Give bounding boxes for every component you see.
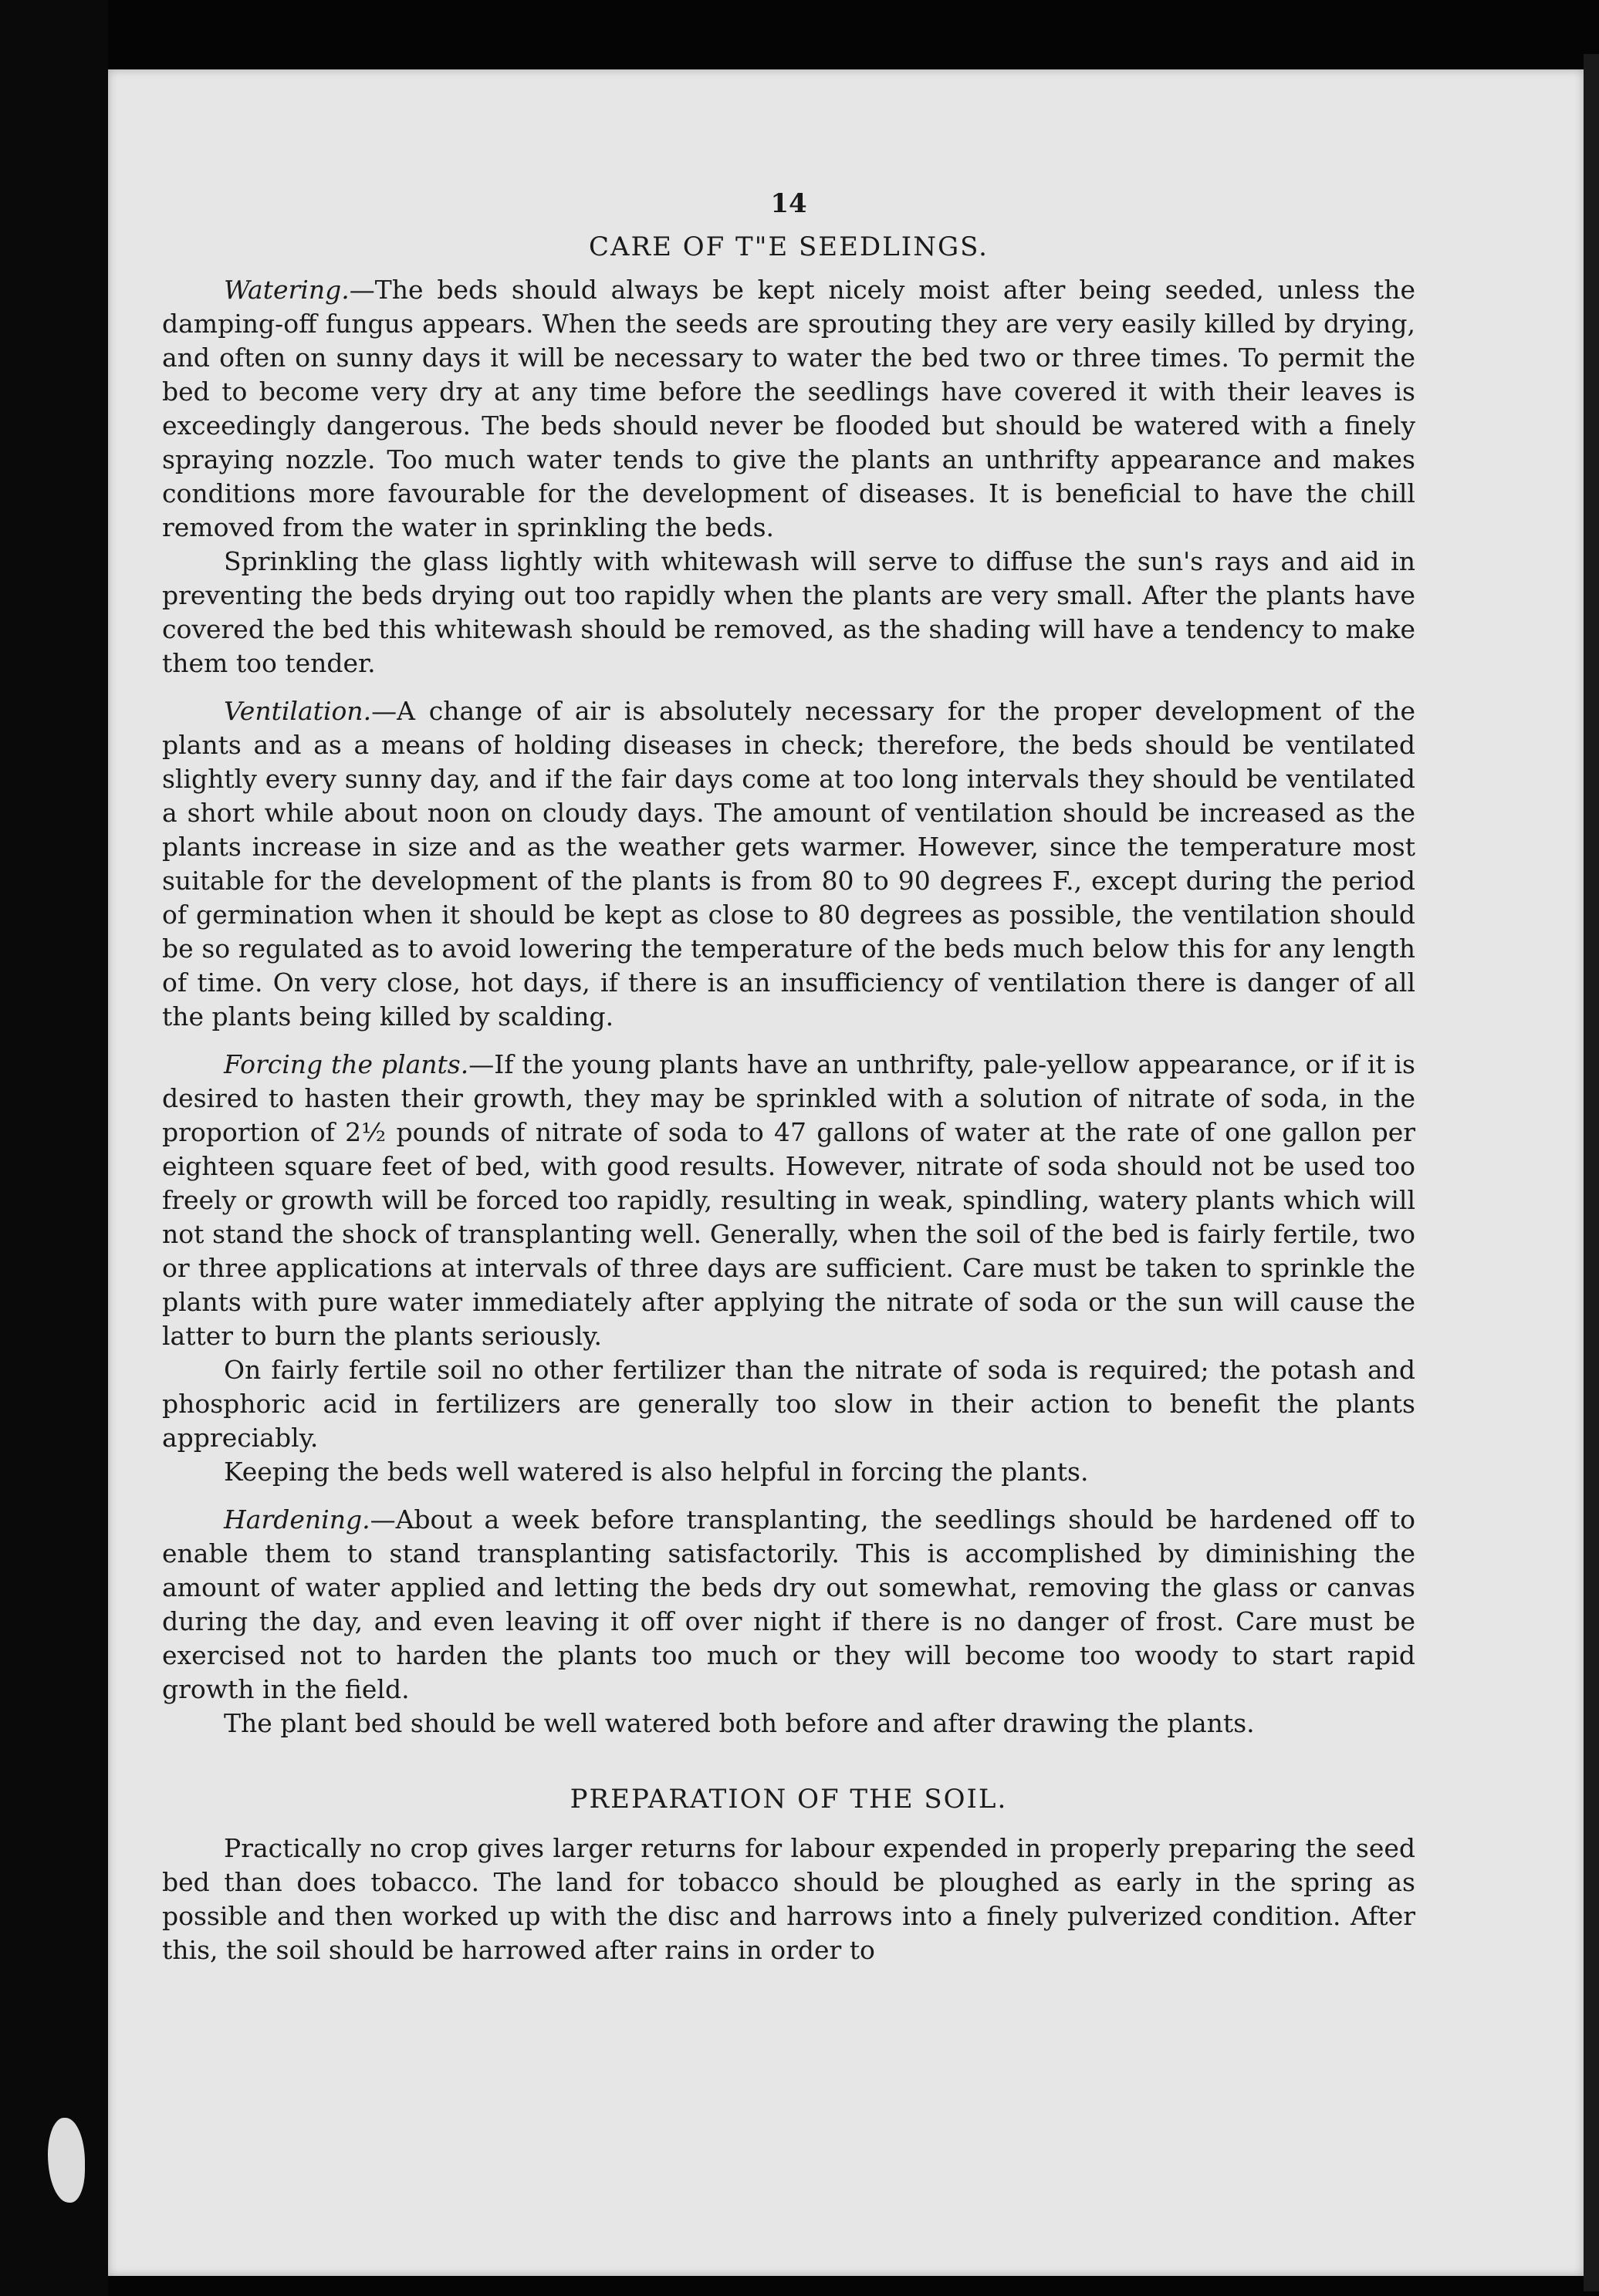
paragraph-lead: Ventilation. (224, 696, 372, 726)
paragraph-fertile-soil (162, 1353, 1415, 1455)
paragraph-ventilation (162, 694, 1415, 1034)
paragraph-lead: Watering. (224, 275, 350, 305)
scan-border-left (0, 0, 108, 2296)
scan-border-right (1584, 54, 1599, 2291)
section-heading-preparation-of-soil: PREPARATION OF THE SOIL. (570, 1784, 1008, 1815)
paragraph-text: Keeping the beds well watered is also helpful in forcing the plants. (224, 1457, 1089, 1487)
paragraph-text: —A change of air is absolutely necessary for the proper development of the plants and as a means of holding diseases in check; therefore, the beds should be ventilated slightly every sunny day, and if the fair days come at too long intervals they should be ventilated a short while about noon on cloudy days. The amount of ventilation should be increased as the plants increase in size and as the weather gets warmer. However, since the temperature most suitable for the development of the plants is from 80 to 90 degrees F., except during the period of germination when it should be kept as close to 80 degrees as possible, the ventilation should be so regulated as to avoid lowering the temperature of the beds much below this for any length of time. On very close, hot days, if there is an insufficiency of ventilation there is danger of all the plants being killed by scalding. (162, 696, 1415, 1032)
paragraph-plant-bed (162, 1707, 1415, 1741)
paragraph-text: Sprinkling the glass lightly with whitewash will serve to diffuse the sun's rays and aid in preventing the beds drying out too rapidly when the plants are very small. After the plants have covered the bed this whitewash should be removed, as the shading will have a tendency to make them too tender. (162, 546, 1415, 678)
paragraph-text: —If the young plants have an unthrifty, pale-yellow appearance, or if it is desired to hasten their growth, they may be sprinkled with a solution of nitrate of soda, in the proportion of 2½ pounds of nitrate of soda to 47 gallons of water at the rate of one gallon per eighteen square feet of bed, with good results. However, nitrate of soda should not be used too freely or growth will be forced too rapidly, resulting in weak, spindling, watery plants which will not stand the shock of transplanting well. Generally, when the soil of the bed is fairly fertile, two or three applications at intervals of three days are sufficient. Care must be taken to sprinkle the plants with pure water immediately after applying the nitrate of soda or the sun will cause the latter to burn the plants seriously. (162, 1049, 1415, 1351)
paragraph-forcing-plants (162, 1048, 1415, 1353)
paragraph-text: The plant bed should be well watered both before and after drawing the plants. (224, 1708, 1255, 1738)
paragraph-text: —About a week before transplanting, the seedlings should be hardened off to enable them to stand transplanting satisfactorily. This is accomplished by diminishing the amount of water applied and letting the beds dry out somewhat, removing the glass or canvas during the day, and even leaving it off over night if there is no danger of frost. Care must be exercised not to harden the plants too much or they will become too woody to start rapid growth in the field. (162, 1504, 1415, 1704)
page-number: 14 (770, 188, 807, 219)
paragraph-keeping-watered (162, 1455, 1415, 1489)
paragraph-lead: Forcing the plants. (224, 1049, 469, 1079)
paragraph-lead: Hardening. (224, 1504, 370, 1535)
paragraph-text: —The beds should always be kept nicely moist after being seeded, unless the damping-off fungus appears. When the seeds are sprouting they are very easily killed by drying, and often on sunny days it will be necessary to water the bed two or three times. To permit the bed to become very dry at any time before the seedlings have covered it with their leaves is exceedingly dangerous. The beds should never be flooded but should be watered with a finely spraying nozzle. Too much water tends to give the plants an unthrifty appearance and makes conditions more favourable for the development of diseases. It is beneficial to have the chill removed from the water in sprinkling the beds. (162, 275, 1415, 542)
paragraph-watering (162, 273, 1415, 545)
paragraph-text: Practically no crop gives larger returns for labour expended in properly preparing the seed bed than does tobacco. The land for tobacco should be ploughed as early in the spring as possible and then worked up with the disc and harrows into a finely pulverized condition. After this, the soil should be harrowed after rains in order to (162, 1833, 1415, 1965)
paragraph-whitewash (162, 545, 1415, 680)
page-content (162, 116, 1415, 1967)
section-heading-care-of-seedlings: CARE OF T"E SEEDLINGS. (588, 231, 989, 262)
paragraph-hardening (162, 1503, 1415, 1707)
paragraph-text: On fairly fertile soil no other fertilizer than the nitrate of soda is required; the potash and phosphoric acid in fertilizers are generally too slow in their action to benefit the plants appreciably. (162, 1355, 1415, 1453)
paragraph-preparation (162, 1832, 1415, 1967)
